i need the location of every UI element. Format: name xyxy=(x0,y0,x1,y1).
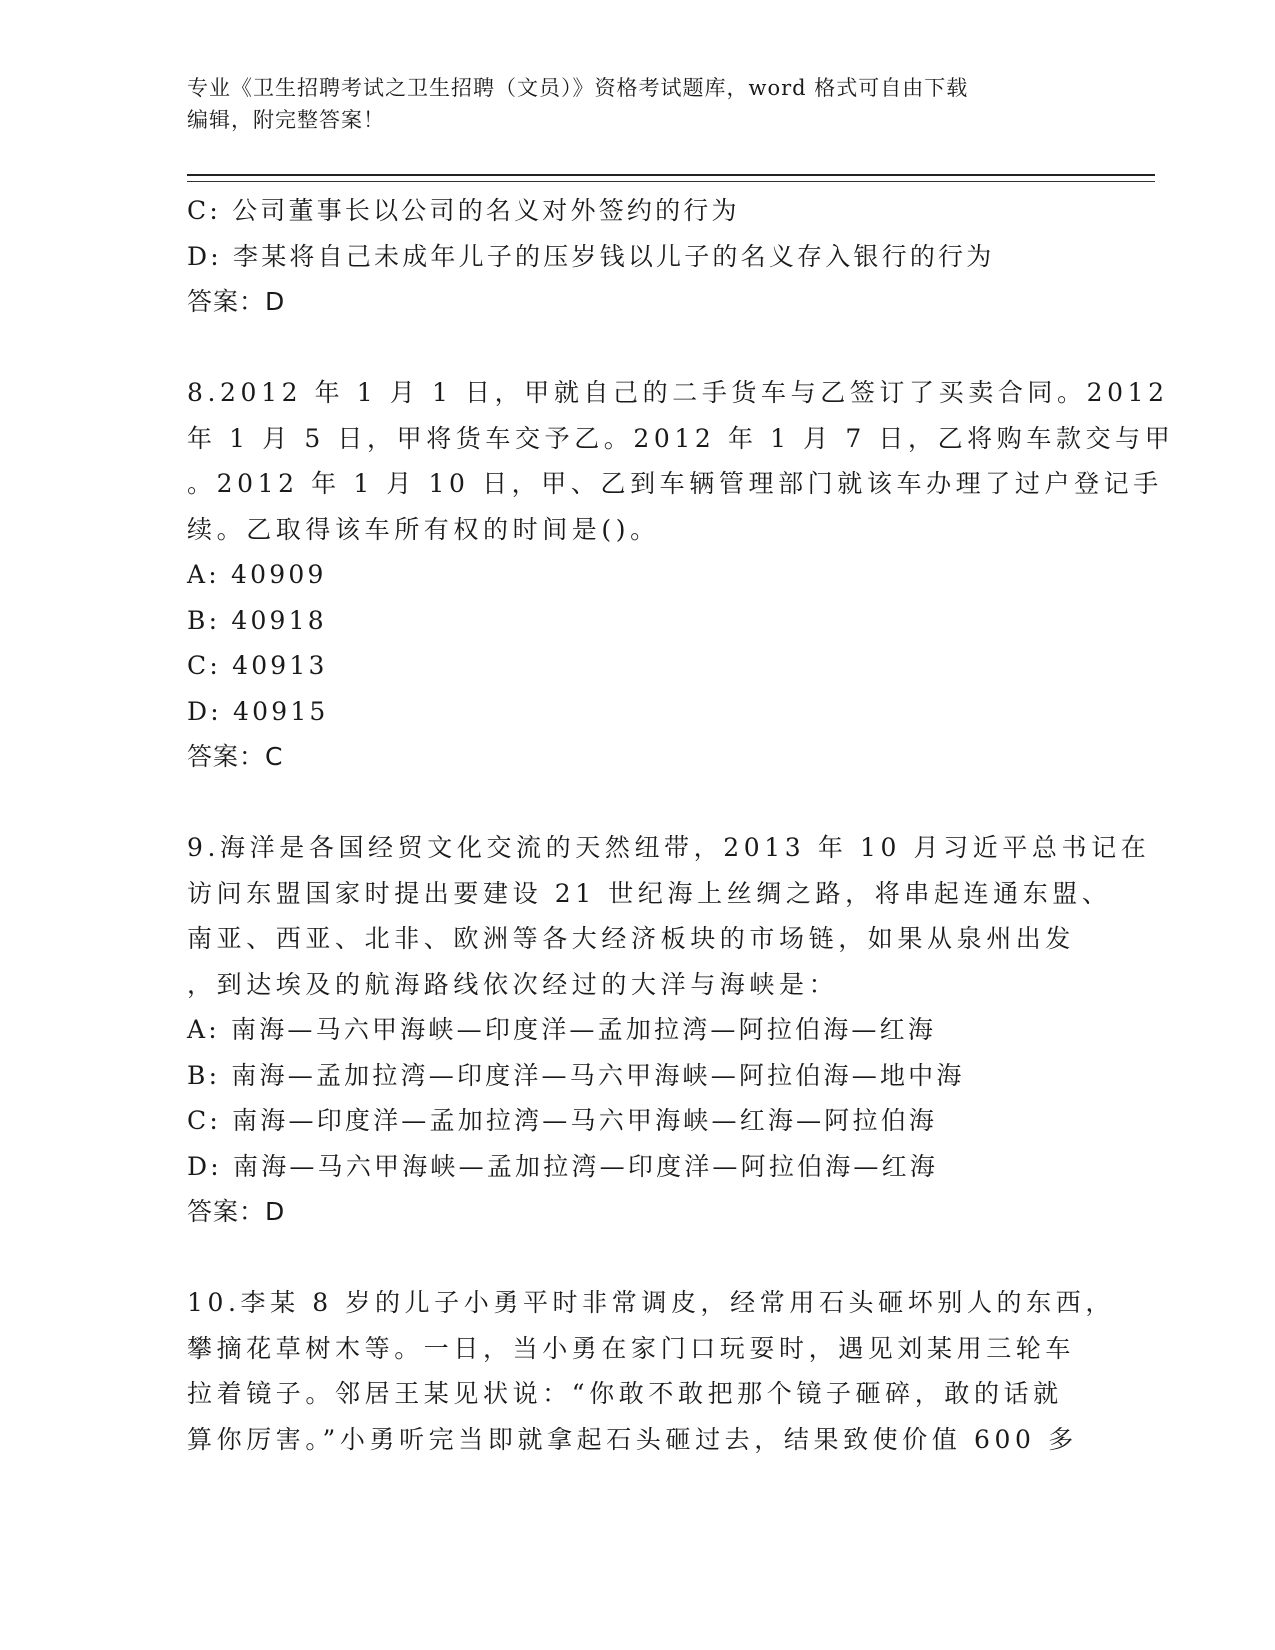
stem-line: 10.李某 8 岁的儿子小勇平时非常调皮，经常用石头砸坏别人的东西， xyxy=(187,1288,1115,1317)
question-block-9 xyxy=(187,825,1151,1235)
spacer xyxy=(187,325,1087,371)
question-stem xyxy=(187,825,1151,1007)
stem-line: 南亚、西亚、北非、欧洲等各大经济板块的市场链，如果从泉州出发 xyxy=(187,924,1076,953)
answer-label: 答案：D xyxy=(187,287,286,316)
stem-line: 算你厉害。”小勇听完当即就拿起石头砸过去，结果致使价值 600 多 xyxy=(187,1424,1078,1454)
header-divider-thin xyxy=(187,181,1155,182)
stem-line: 。2012 年 1 月 10 日，甲、乙到车辆管理部门就该车办理了过户登记手 xyxy=(187,469,1163,498)
header-line-2: 编辑，附完整答案！ xyxy=(187,108,385,132)
option-d: D: 南海—马六甲海峡—孟加拉湾—印度洋—阿拉伯海—红海 xyxy=(187,1151,939,1181)
option-b: B: 南海—孟加拉湾—印度洋—马六甲海峡—阿拉伯海—地中海 xyxy=(187,1060,965,1090)
header-line-1: 专业《卫生招聘考试之卫生招聘（文员）》资格考试题库，word 格式可自由下载 xyxy=(187,76,969,100)
question-stem xyxy=(187,370,1175,552)
option-c: C: 公司董事长以公司的名义对外签约的行为 xyxy=(187,196,740,225)
option-a: A: 40909 xyxy=(187,560,327,589)
spacer xyxy=(187,1235,1087,1281)
option-d: D: 40915 xyxy=(187,696,329,726)
stem-line: 拉着镜子。邻居王某见状说：“你敢不敢把那个镜子砸碎，敢的话就 xyxy=(187,1379,1063,1408)
stem-line: 年 1 月 5 日，甲将货车交予乙。2012 年 1 月 7 日，乙将购车款交与甲 xyxy=(187,423,1175,453)
option-c: C: 南海—印度洋—孟加拉湾—马六甲海峡—红海—阿拉伯海 xyxy=(187,1106,938,1135)
stem-line: 访问东盟国家时提出要建设 21 世纪海上丝绸之路，将串起连通东盟、 xyxy=(187,878,1112,908)
stem-line: 攀摘花草树木等。一日，当小勇在家门口玩耍时，遇见刘某用三轮车 xyxy=(187,1333,1076,1363)
option-b: B: 40918 xyxy=(187,605,327,635)
answer-label: 答案：D xyxy=(187,1197,286,1226)
spacer xyxy=(187,780,1087,826)
question-block-8 xyxy=(187,370,1175,780)
option-a: A: 南海—马六甲海峡—印度洋—孟加拉湾—阿拉伯海—红海 xyxy=(187,1015,937,1044)
question-block-7 xyxy=(187,188,1087,325)
stem-line: 8.2012 年 1 月 1 日，甲就自己的二手货车与乙签订了买卖合同。2012 xyxy=(187,378,1169,407)
stem-line: ，到达埃及的航海路线依次经过的大洋与海峡是： xyxy=(187,969,839,999)
stem-line: 续。乙取得该车所有权的时间是()。 xyxy=(187,514,660,544)
header-divider-thick xyxy=(187,174,1155,176)
option-d: D: 李某将自己未成年儿子的压岁钱以儿子的名义存入银行的行为 xyxy=(187,241,995,271)
question-block-10 xyxy=(187,1280,1115,1462)
document-header xyxy=(187,72,1087,136)
question-content xyxy=(187,188,1175,1462)
stem-line: 9.海洋是各国经贸文化交流的天然纽带，2013 年 10 月习近平总书记在 xyxy=(187,833,1151,862)
option-c: C: 40913 xyxy=(187,651,328,680)
question-stem xyxy=(187,1280,1115,1462)
answer-label: 答案：C xyxy=(187,742,284,771)
